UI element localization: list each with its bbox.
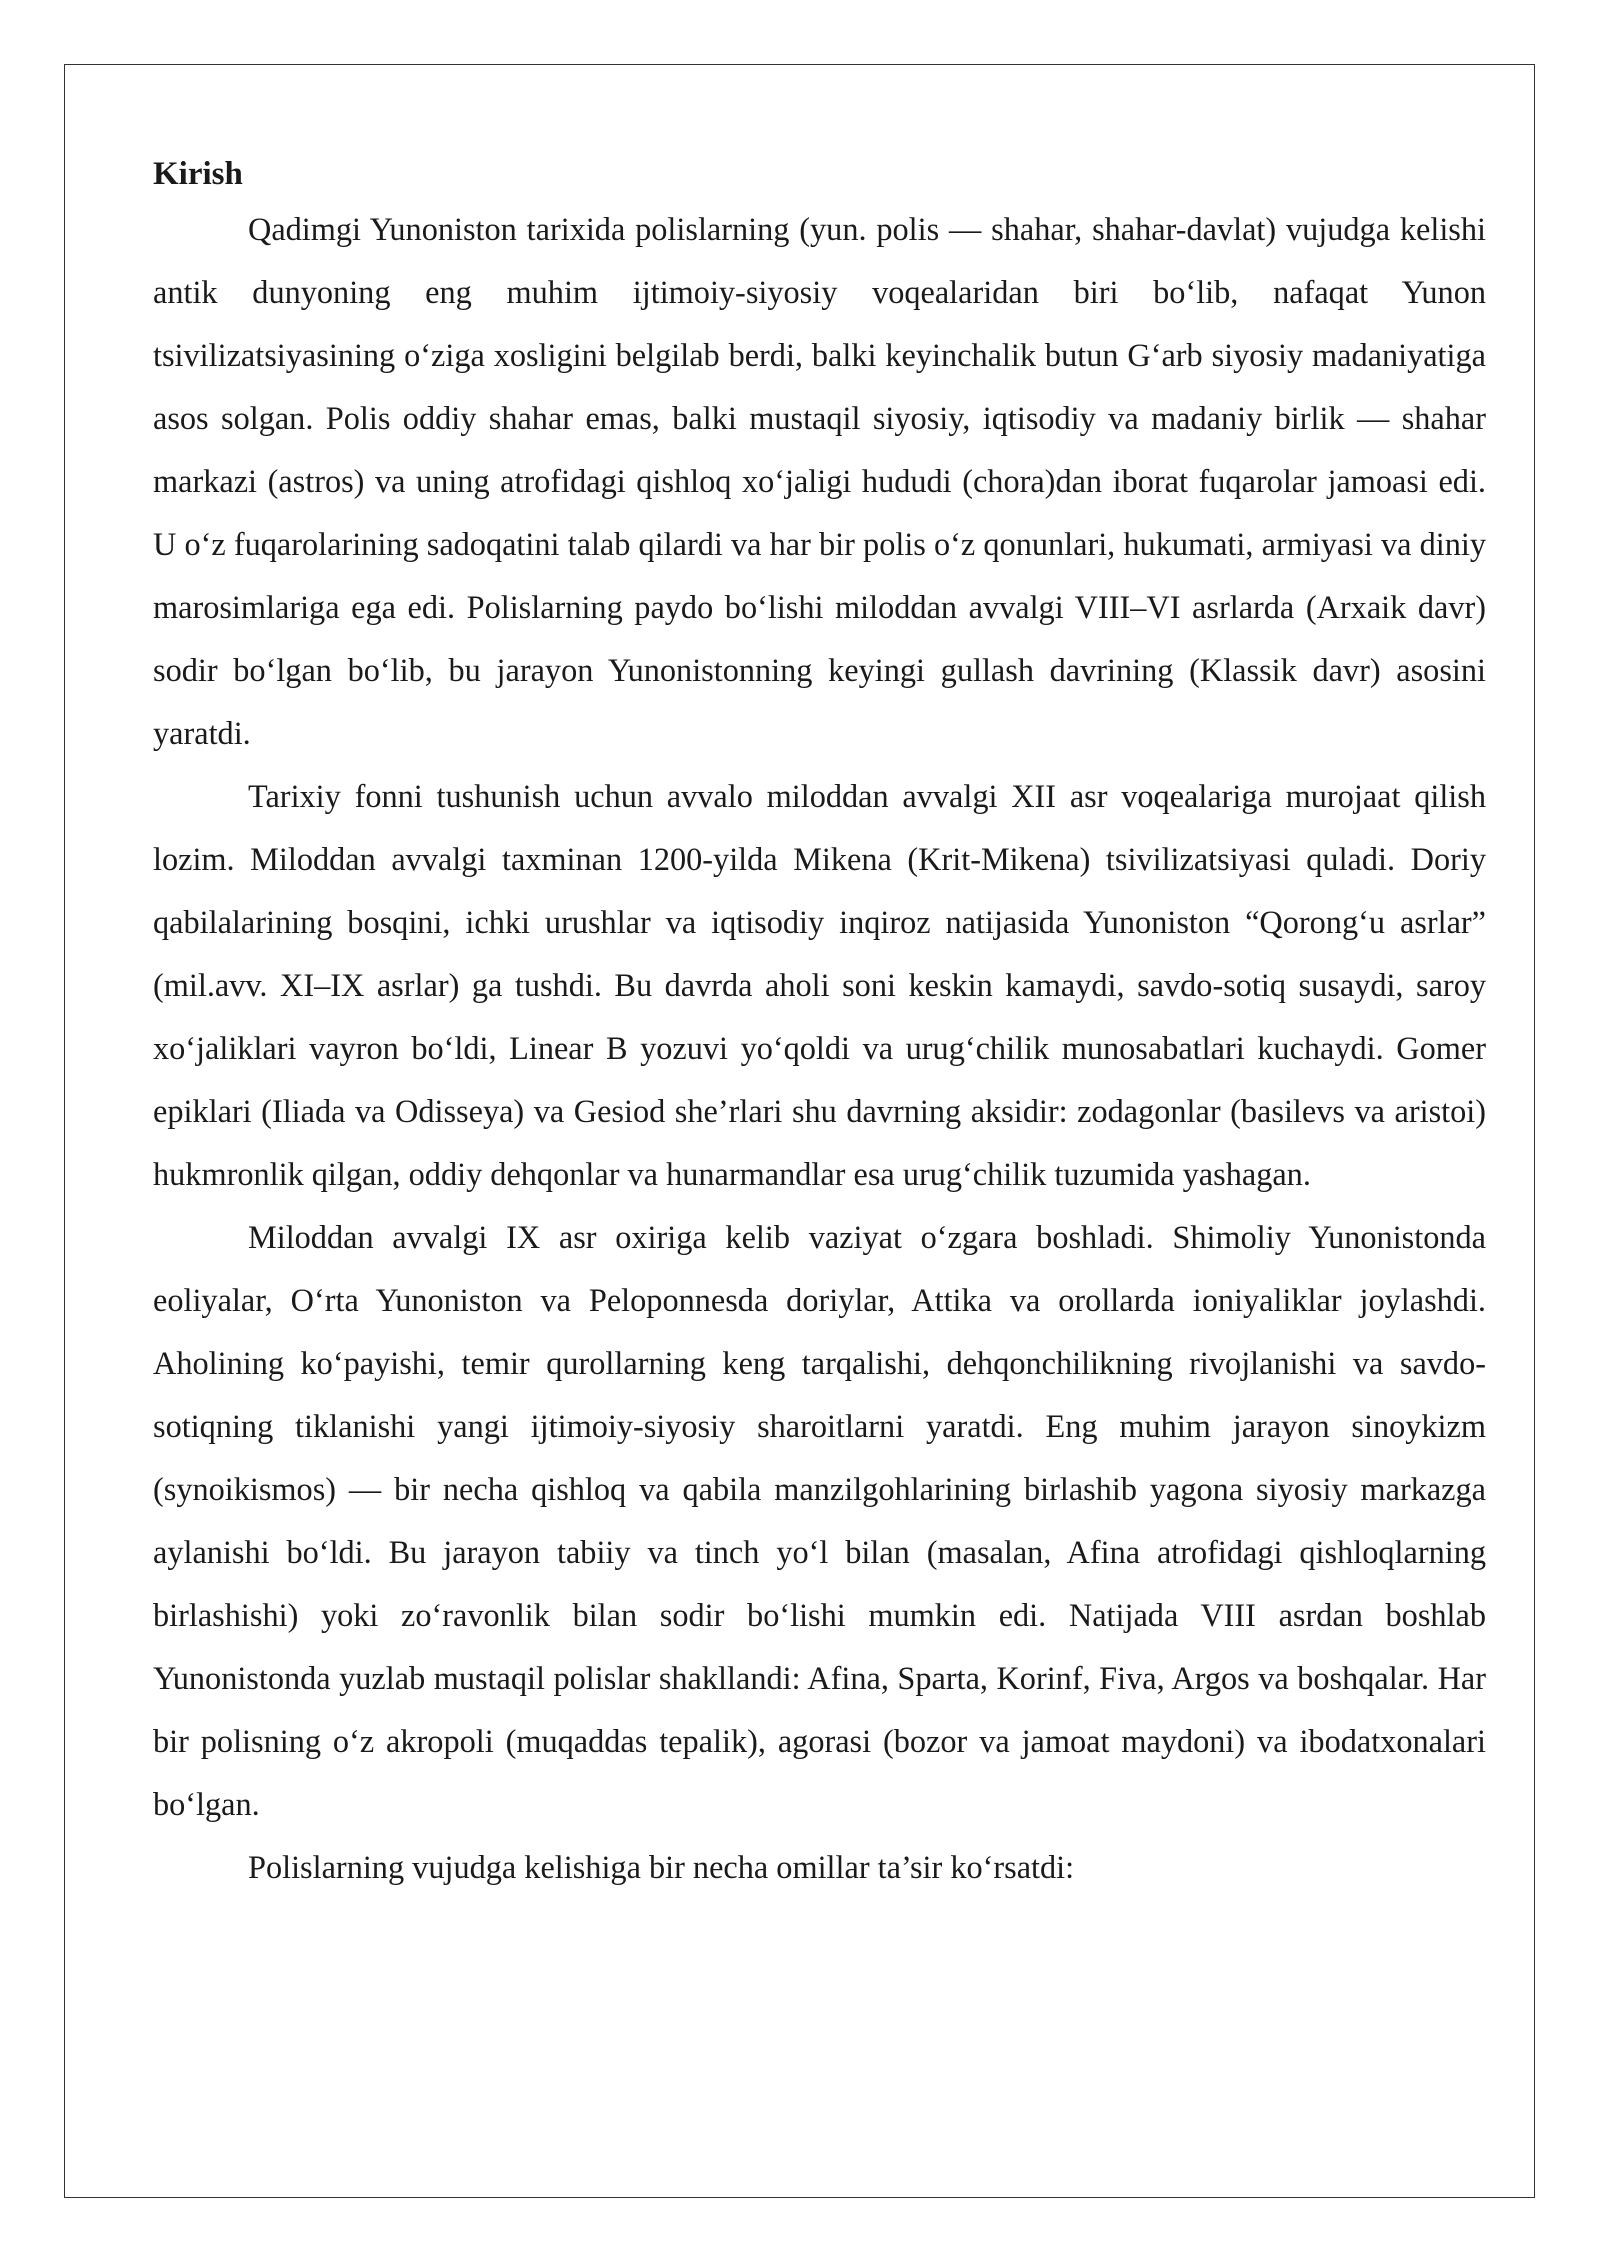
paragraph-3: Miloddan avvalgi IX asr oxiriga kelib vaziyat o‘zgara boshladi. Shimoliy Yunonistonda eoliyalar, O‘rta Yunoniston va Peloponnesda doriylar, Attika va orollarda ioniyaliklar joylashdi. Aholining ko‘payishi, temir qurollarning keng tarqalishi, dehqonchilikning rivojlanishi va savdo-sotiqning tiklanishi yangi ijtimoiy-siyosiy sharoitlarni yaratdi. Eng muhim jarayon sinoykizm (synoikismos) — bir necha qishloq va qabila manzilgohlarining birlashib yagona siyosiy markazga aylanishi bo‘ldi. Bu jarayon tabiiy va tinch yo‘l bilan (masalan, Afina atrofidagi qishloqlarning birlashishi) yoki zo‘ravonlik bilan sodir bo‘lishi mumkin edi. Natijada VIII asrdan boshlab Yunonistonda yuzlab mustaqil polislar shakllandi: Afina, Sparta, Korinf, Fiva, Argos va boshqalar. Har bir polisning o‘z akropoli (muqaddas tepalik), agorasi (bozor va jamoat maydoni) va ibodatxonalari bo‘lgan. bbox=[153, 1219, 1486, 1822]
paragraph-4: Polislarning vujudga kelishiga bir necha omillar ta’sir ko‘rsatdi: bbox=[248, 1849, 1075, 1885]
section-heading: Kirish bbox=[153, 156, 243, 192]
paragraph-2: Tarixiy fonni tushunish uchun avvalo miloddan avvalgi XII asr voqealariga murojaat qilish lozim. Miloddan avvalgi taxminan 1200-yilda Mikena (Krit-Mikena) tsivilizatsiyasi quladi. Doriy qabilalarining bosqini, ichki urushlar va iqtisodiy inqiroz natijasida Yunoniston “Qorong‘u asrlar” (mil.avv. XI–IX asrlar) ga tushdi. Bu davrda aholi soni keskin kamaydi, savdo-sotiq susaydi, saroy xo‘jaliklari vayron bo‘ldi, Linear B yozuvi yo‘qoldi va urug‘chilik munosabatlari kuchaydi. Gomer epiklari (Iliada va Odisseya) va Gesiod she’rlari shu davrning aksidir: zodagonlar (basilevs va aristoi) hukmronlik qilgan, oddiy dehqonlar va hunarmandlar esa urug‘chilik tuzumida yashagan. bbox=[153, 778, 1486, 1192]
paragraph-1: Qadimgi Yunoniston tarixida polislarning (yun. polis — shahar, shahar-davlat) vujudga kelishi antik dunyoning eng muhim ijtimoiy-siyosiy voqealaridan biri bo‘lib, nafaqat Yunon tsivilizatsiyasining o‘ziga xosligini belgilab berdi, balki keyinchalik butun G‘arb siyosiy madaniyatiga asos solgan. Polis oddiy shahar emas, balki mustaqil siyosiy, iqtisodiy va madaniy birlik — shahar markazi (astros) va uning atrofidagi qishloq xo‘jaligi hududi (chora)dan iborat fuqarolar jamoasi edi. U o‘z fuqarolarining sadoqatini talab qilardi va har bir polis o‘z qonunlari, hukumati, armiyasi va diniy marosimlariga ega edi. Polislarning paydo bo‘lishi miloddan avvalgi VIII–VI asrlarda (Arxaik davr) sodir bo‘lgan bo‘lib, bu jarayon Yunonistonning keyingi gullash davrining (Klassik davr) asosini yaratdi. bbox=[153, 211, 1486, 751]
document-body bbox=[153, 150, 1486, 1899]
